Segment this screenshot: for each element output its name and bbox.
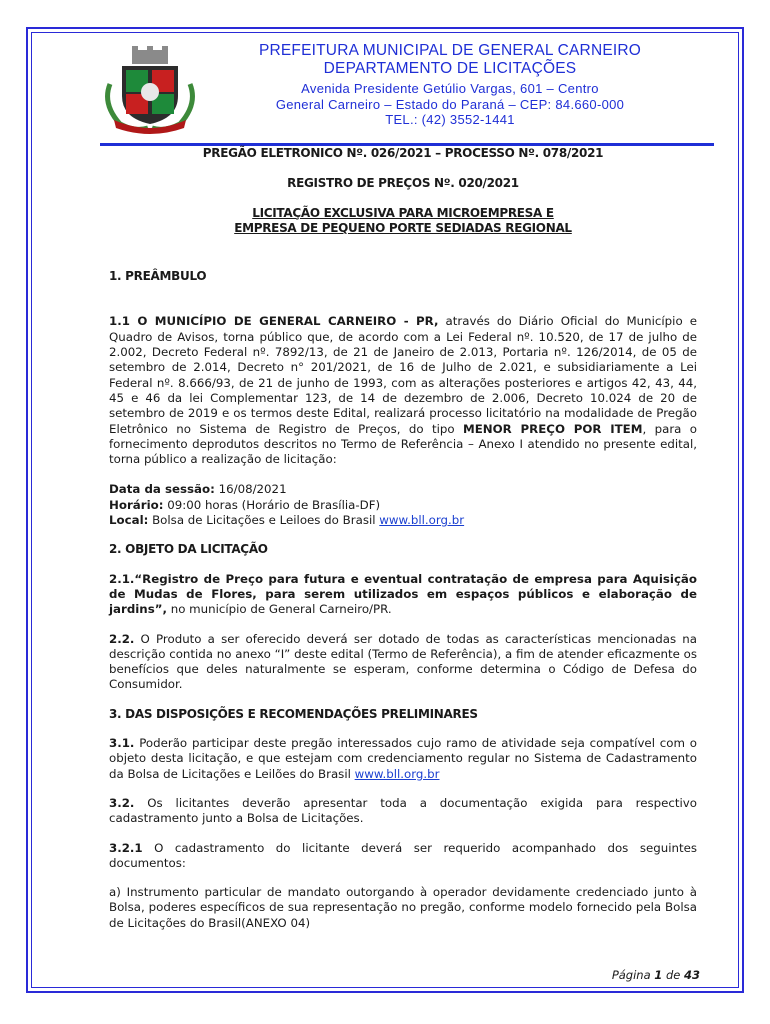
session-place-value: Bolsa de Licitações e Leiloes do Brasil — [148, 513, 380, 528]
paragraph-2-1-lead: 2.1.“Registro de Preço para futura e eventual contratação de empresa para Aquisição de Mudas de Flores, para serem utilizados em espaços públicos e elaboração de jardins”, — [109, 571, 697, 617]
paragraph-3-2-1-text: O cadastramento do licitante deverá ser requerido acompanhado dos seguintes documentos: — [109, 840, 697, 870]
paragraph-3-2-lead: 3.2. — [109, 795, 135, 810]
paragraph-3-2 — [109, 796, 697, 827]
session-place — [109, 513, 697, 528]
session-date — [109, 482, 697, 497]
section-3-heading: 3. DAS DISPOSIÇÕES E RECOMENDAÇÕES PRELIMINARES — [109, 706, 478, 721]
paragraph-3-1 — [109, 736, 697, 782]
page-word: Página — [611, 968, 655, 982]
session-date-value: 16/08/2021 — [214, 482, 287, 497]
address-line-2: General Carneiro – Estado do Paraná – CEP: 84.660-000 — [275, 96, 625, 112]
paragraph-3-1-text: Poderão participar deste pregão interessados cujo ramo de atividade seja compatível com o objeto desta licitação, e que estejam com credenciamento regular no Sistema de Cadastramento da Bolsa de Licitações e Leilões do Brasil — [109, 736, 697, 781]
session-place-label: Local: — [109, 513, 149, 528]
page-total: 43 — [683, 968, 700, 982]
department-name: DEPARTAMENTO DE LICITAÇÕES — [323, 60, 577, 77]
paragraph-3-2-1-lead: 3.2.1 — [109, 840, 143, 855]
session-time — [109, 498, 697, 513]
paragraph-1-1-lead: 1.1 O MUNICÍPIO DE GENERAL CARNEIRO - PR, — [109, 314, 439, 329]
phone-line: TEL.: (42) 3552-1441 — [385, 112, 515, 127]
paragraph-1-1 — [109, 314, 697, 467]
page-footer — [560, 968, 700, 982]
bll-link-2[interactable]: www.bll.org.br — [354, 766, 440, 781]
paragraph-3-1-lead: 3.1. — [109, 736, 135, 751]
menor-preco-label: MENOR PREÇO POR ITEM — [462, 421, 643, 436]
exclusive-line-1: LICITAÇÃO EXCLUSIVA PARA MICROEMPRESA E — [252, 205, 554, 220]
address-line-1: Avenida Presidente Getúlio Vargas, 601 – Centro — [301, 81, 599, 96]
paragraph-3-2-text: Os licitantes deverão apresentar toda a documentação exigida para respectivo cadastramento junto a Bolsa de Licitações. — [109, 795, 697, 826]
paragraph-1-1-text-a: através do Diário Oficial do Município e Quadro de Avisos, torna público que, de acordo com a Lei Federal nº. 10.520, de 17 de julho de 2.002, Decreto Federal nº. 7892/13, de 21 de Janeiro de 2.013, Portaria nº. 126/2014, de 05 de setembro de 2.014, Decreto n° 201/2021, de 16 de Julho de 2.021, e subsidiariamente a Lei Federal nº. 8.666/93, de 21 de junho de 1993, com as alterações posteriores e artigos 42, 43, 44, 45 e 46 da lei Complementar 123, de 14 de dezembro de 2.006, Decreto 10.024 de 20 de setembro de 2019 e os termos deste Edital, realizará processo licitatório na modalidade de Pregão Eletrônico no Sistema de Registro de Preços, do tipo — [109, 314, 697, 436]
section-2-heading: 2. OBJETO DA LICITAÇÃO — [109, 542, 268, 557]
paragraph-1-1-text-b: , para o fornecimento deprodutos descritos no Termo de Referência – Anexo I atendido no presente edital, torna público a realização de licitação: — [109, 421, 698, 467]
exclusive-line-2: EMPRESA DE PEQUENO PORTE SEDIADAS REGIONAL — [234, 220, 572, 235]
paragraph-2-1 — [109, 572, 697, 618]
page-number: 1 — [654, 968, 663, 982]
paragraph-2-2-text: O Produto a ser oferecido deverá ser dotado de todas as características mencionadas na descrição contida no anexo “I” deste edital (Termo de Referência), a fim de atender eficazmente os benefícios que deles naturalmente se esperam, conforme determina o Código de Defesa do Consumidor. — [109, 631, 697, 692]
paragraph-2-2-lead: 2.2. — [109, 631, 135, 646]
paragraph-2-2 — [109, 632, 697, 693]
section-1-heading: 1. PREÂMBULO — [109, 269, 207, 284]
municipal-coat-of-arms-icon — [100, 44, 200, 134]
bll-link[interactable]: www.bll.org.br — [379, 513, 465, 528]
paragraph-2-1-text: no município de General Carneiro/PR. — [166, 602, 392, 617]
paragraph-a: a) Instrumento particular de mandato outorgando à operador devidamente credenciado junto à Bolsa, poderes específicos de sua representação no pregão, conforme modelo fornecido pela Bolsa de Licitações do Brasil(ANEXO 04) — [109, 885, 697, 930]
session-time-label: Horário: — [109, 497, 164, 512]
municipality-name: PREFEITURA MUNICIPAL DE GENERAL CARNEIRO — [258, 42, 642, 59]
paragraph-3-2-1 — [109, 841, 697, 872]
letterhead — [200, 42, 700, 128]
registro-title: REGISTRO DE PREÇOS Nº. 020/2021 — [287, 176, 519, 191]
session-time-value: 09:00 horas (Horário de Brasília-DF) — [163, 497, 381, 512]
session-date-label: Data da sessão: — [109, 482, 215, 497]
process-title: PREGÃO ELETRONICO Nº. 026/2021 – PROCESSO Nº. 078/2021 — [202, 146, 604, 160]
of-word: de — [662, 968, 684, 982]
document-body — [109, 146, 697, 931]
